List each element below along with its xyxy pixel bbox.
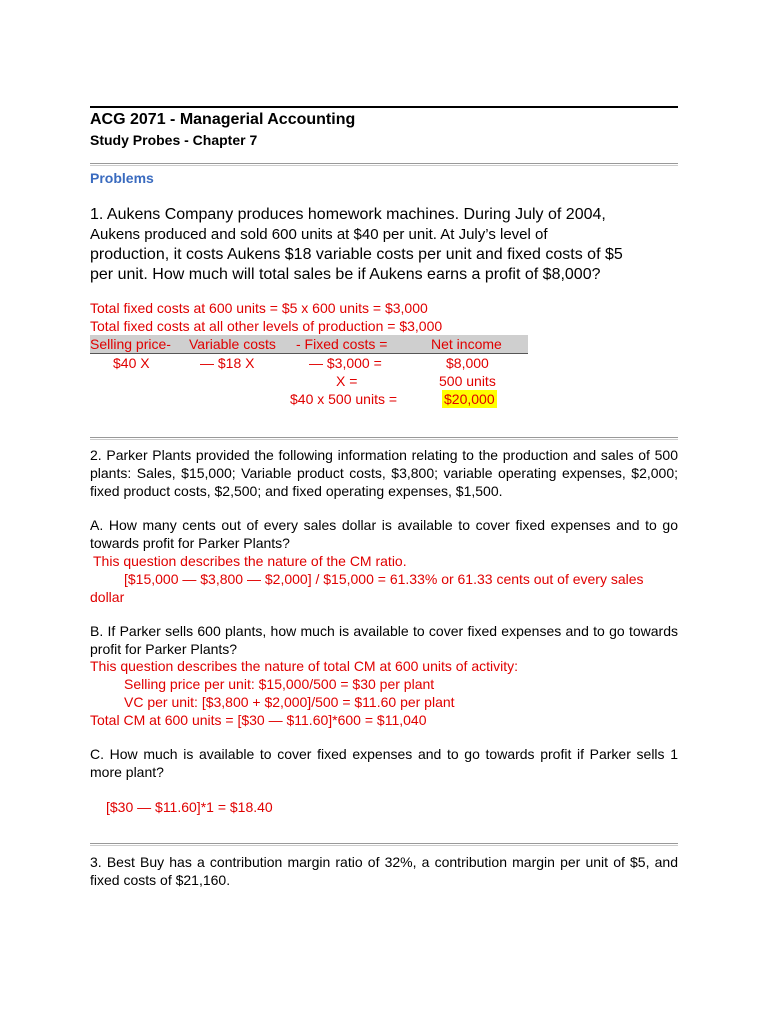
problem2-divider xyxy=(90,843,678,846)
problem2-c-answer: [$30 — $11.60]*1 = $18.40 xyxy=(106,799,273,815)
problem2-b-total-cm: Total CM at 600 units = [$30 — $11.60]*600 = $11,040 xyxy=(90,712,427,728)
problem1-divider xyxy=(90,437,678,440)
total-sales-answer: $20,000 xyxy=(444,391,495,407)
answer1-fixed-costs-all: Total fixed costs at all other levels of production = $3,000 xyxy=(90,318,443,334)
problem2-b-selling-price: Selling price per unit: $15,000/500 = $30 per plant xyxy=(124,676,435,692)
table-cell-net-income: $8,000 xyxy=(446,355,489,371)
table-cell-fixed: — $3,000 = xyxy=(309,355,382,371)
top-rule xyxy=(90,106,678,108)
table-header-fixed-costs: - Fixed costs = xyxy=(296,336,388,352)
problem2-intro: 2. Parker Plants provided the following information relating to the production and sales of 500 plants: Sales, $15,000; Variable product costs, $3,800; variable operating expenses, $2,000; fixed product costs, $2,500; and fixed operating expenses, $1,500. xyxy=(90,447,678,499)
table-cell-selling: $40 X xyxy=(113,355,150,371)
problem1-line1: 1. Aukens Company produces homework machines. During July of 2004, xyxy=(90,206,606,223)
answer1-fixed-costs: Total fixed costs at 600 units = $5 x 600 units = $3,000 xyxy=(90,300,428,316)
problem2-a-calc-cont: dollar xyxy=(90,589,125,605)
table-sales-label: $40 x 500 units = xyxy=(290,391,398,407)
problem1-line3: production, it costs Aukens $18 variable costs per unit and fixed costs of $5 xyxy=(90,246,623,263)
problem2-b-vc: VC per unit: [$3,800 + $2,000]/500 = $11.60 per plant xyxy=(124,694,455,710)
section-heading: Problems xyxy=(90,170,154,186)
problem2-question-b: B. If Parker sells 600 plants, how much is available to cover fixed expenses and to go towards profit for Parker Plants? xyxy=(90,623,678,657)
header-divider xyxy=(90,163,678,166)
problem1-line2: Aukens produced and sold 600 units at $40 per unit. At July’s level of xyxy=(90,226,548,243)
problem2-question-a: A. How many cents out of every sales dollar is available to cover fixed expenses and to go towards profit for Parker Plants? xyxy=(90,517,678,551)
problem3-intro: 3. Best Buy has a contribution margin ratio of 32%, a contribution margin per unit of $5, and fixed costs of $21,160. xyxy=(90,854,678,888)
table-cell-variable: — $18 X xyxy=(200,355,255,371)
problem2-question-c: C. How much is available to cover fixed expenses and to go towards profit if Parker sells 1 more plant? xyxy=(90,746,678,780)
table-header-net-income: Net income xyxy=(431,336,502,352)
table-header-selling-price: Selling price- xyxy=(90,336,171,352)
table-x-label: X = xyxy=(336,373,358,389)
table-header-variable-costs: Variable costs xyxy=(189,336,276,352)
chapter-subtitle: Study Probes - Chapter 7 xyxy=(90,132,258,148)
problem2-b-note: This question describes the nature of total CM at 600 units of activity: xyxy=(90,658,518,674)
table-units-value: 500 units xyxy=(439,373,496,389)
problem2-a-calc: [$15,000 — $3,800 — $2,000] / $15,000 = 61.33% or 61.33 cents out of every sales xyxy=(124,571,644,587)
problem1-line4: per unit. How much will total sales be if Aukens earns a profit of $8,000? xyxy=(90,266,601,283)
course-title: ACG 2071 - Managerial Accounting xyxy=(90,111,356,128)
problem2-a-note: This question describes the nature of the CM ratio. xyxy=(93,553,407,569)
